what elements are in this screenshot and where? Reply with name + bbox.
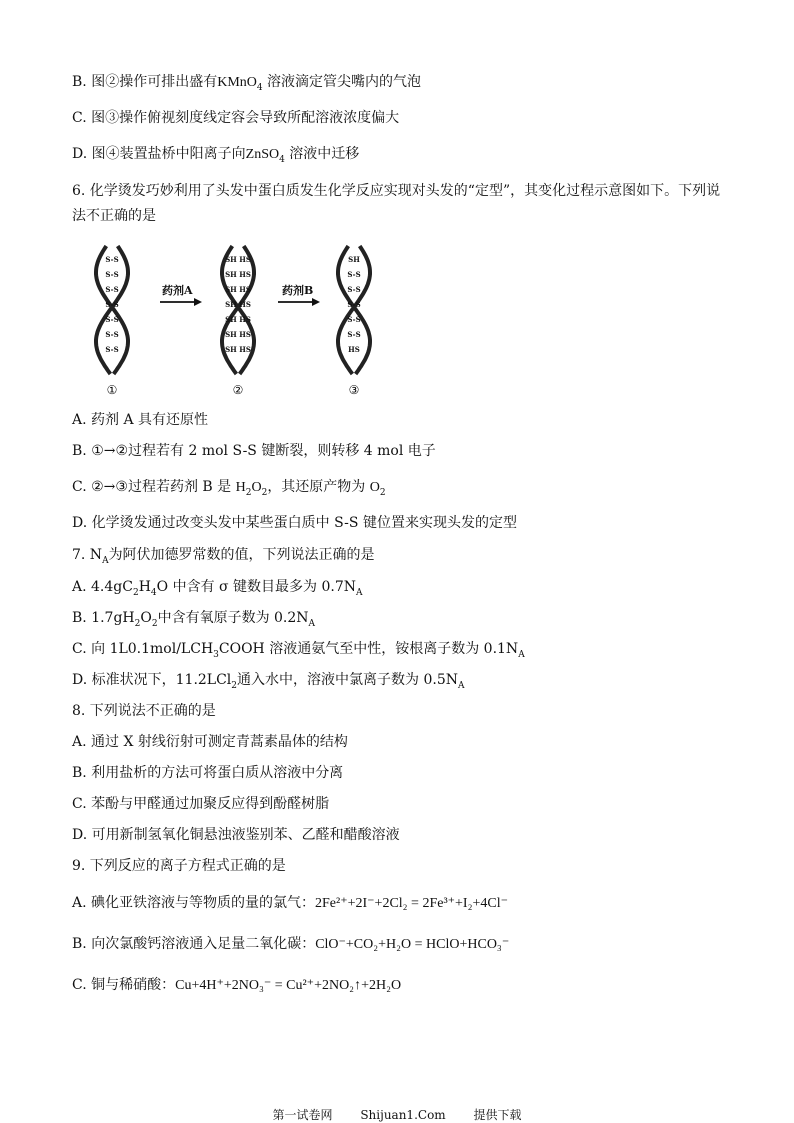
footer-note: 提供下载 <box>473 1108 522 1122</box>
q6-c-h: H <box>235 480 246 495</box>
q8-option-c: C. 苯酚与甲醛通过加聚反应得到酚醛树脂 <box>72 796 330 812</box>
bond-label: S-S <box>105 300 119 309</box>
q8-option-a: A. 通过 X 射线衍射可测定青蒿素晶体的结构 <box>72 734 348 750</box>
q5-d-sub: 4 <box>279 154 285 165</box>
footer-site: 第一试卷网 <box>272 1108 333 1122</box>
q6-c-mid: ，其还原产物为 <box>267 479 370 495</box>
q7-d-post: 通入水中，溶液中氯离子数为 0.5N <box>237 672 458 688</box>
bond-label: SH HS <box>225 270 251 279</box>
bond-label: S-S <box>105 315 119 324</box>
bond-label: S-S <box>347 285 361 294</box>
q6-option-c <box>72 478 386 502</box>
q6-stem-line1: 6. 化学烫发巧妙利用了头发中蛋白质发生化学反应实现对头发的“定型”，其变化过程示意图如下。下列说 <box>72 183 721 199</box>
figure-label-1: ① <box>106 383 118 397</box>
q7-c-post: COOH 溶液通氨气至中性，铵根离子数为 0.1N <box>218 641 519 657</box>
q7-stem-post: 为阿伏加德罗常数的值，下列说法正确的是 <box>108 547 375 563</box>
reagent-b-label: 药剂B <box>282 284 314 297</box>
q7-b-pre: B. 1.7gH <box>72 610 135 626</box>
arrow-a <box>160 283 202 306</box>
q8-option-d: D. 可用新制氢氧化铜悬浊液鉴别苯、乙醛和醋酸溶液 <box>72 827 400 843</box>
bond-label: S-S <box>347 270 361 279</box>
q9-c-pre: C. 铜与稀硝酸： <box>72 977 176 993</box>
q7-c-pre: C. 向 1L0.1mol/LCH <box>72 641 214 657</box>
bond-label: S-S <box>105 345 119 354</box>
q9-a-pre: A. 碘化亚铁溶液与等物质的量的氯气： <box>72 895 316 911</box>
bond-label: SH <box>348 255 360 264</box>
q6-c-pre: C. ②→③过程若药剂 B 是 <box>72 479 236 495</box>
q8-stem: 8. 下列说法不正确的是 <box>72 703 216 719</box>
q5-b-post: 溶液滴定管尖嘴内的气泡 <box>262 74 422 90</box>
q6-c-o: O <box>251 480 262 495</box>
q6-option-b: B. ①→②过程若有 2 mol S-S 键断裂，则转移 4 mol 电子 <box>72 443 436 459</box>
q7-b-post: 中含有氧原子数为 0.2N <box>157 610 309 626</box>
q7-b-s2: 2 <box>151 618 158 629</box>
q9-stem: 9. 下列反应的离子方程式正确的是 <box>72 858 286 874</box>
q7-c-s1: 3 <box>213 649 219 660</box>
q7-a-post: O 中含有 σ 键数目最多为 0.7N <box>156 579 356 595</box>
reagent-a-label: 药剂A <box>162 284 193 297</box>
bond-label: HS <box>348 345 360 354</box>
q7-a-s2: 4 <box>150 587 157 598</box>
q5-b-sub: 4 <box>256 82 263 93</box>
q7-d-s2: A <box>458 680 465 691</box>
bond-label: SH HS <box>225 255 251 264</box>
q7-option-a <box>72 578 363 602</box>
q6-option-d: D. 化学烫发通过改变头发中某些蛋白质中 S-S 键位置来实现头发的定型 <box>72 515 517 531</box>
q8-option-b: B. 利用盐析的方法可将蛋白质从溶液中分离 <box>72 765 344 781</box>
q9-option-a <box>72 894 508 913</box>
q7-stem-pre: 7. N <box>72 547 103 563</box>
bond-label: S-S <box>347 330 361 339</box>
q6-c-s3: 2 <box>379 487 386 498</box>
q7-a-s3: A <box>356 587 363 598</box>
q5-b-formula: KMnO <box>217 75 257 90</box>
figure-label-2: ② <box>232 383 244 397</box>
q7-d-pre: D. 标准状况下，11.2LCl <box>72 672 232 688</box>
arrow-b <box>278 283 320 306</box>
bond-label: S-S <box>347 300 361 309</box>
bond-label: S-S <box>105 285 119 294</box>
q9-option-b <box>72 935 509 954</box>
q7-stem <box>72 546 375 570</box>
hair-protein-diagram <box>72 238 372 400</box>
q6-c-o2: O <box>369 480 380 495</box>
q5-d-post: 溶液中迁移 <box>284 146 360 162</box>
bond-label: S-S <box>105 330 119 339</box>
footer-url[interactable]: Shijuan1.Com <box>360 1108 446 1122</box>
q7-option-c <box>72 640 525 664</box>
bond-label: S-S <box>347 315 361 324</box>
q7-a-pre: A. 4.4gC <box>72 579 133 595</box>
q9-b-equation: ClO⁻+CO₂+H₂O = HClO+HCO₃⁻ <box>315 937 510 952</box>
q9-b-pre: B. 向次氯酸钙溶液通入足量二氧化碳： <box>72 936 316 952</box>
page-footer <box>0 1106 794 1123</box>
q7-b-s1: 2 <box>134 618 141 629</box>
bond-label: SH HS <box>225 300 251 309</box>
q7-b-s3: A <box>308 618 316 629</box>
q7-stem-sub: A <box>102 555 109 566</box>
q6-c-s2: 2 <box>261 487 268 498</box>
q6-c-s1: 2 <box>245 487 252 498</box>
q9-option-c <box>72 976 401 995</box>
bond-label: S-S <box>105 255 119 264</box>
q5-d-text: D. 图④装置盐桥中阳离子向 <box>72 146 246 162</box>
q6-stem-line2: 法不正确的是 <box>72 208 156 224</box>
q7-option-b <box>72 609 315 633</box>
q7-a-s1: 2 <box>132 587 139 598</box>
q5-b-text: B. 图②操作可排出盛有 <box>72 74 218 90</box>
q7-d-s1: 2 <box>231 680 238 691</box>
q7-option-d <box>72 671 465 695</box>
q7-b-m1: O <box>140 610 152 626</box>
q6-option-a: A. 药剂 A 具有还原性 <box>72 412 209 428</box>
bond-label: SH HS <box>225 330 251 339</box>
q7-c-s2: A <box>518 649 525 660</box>
q9-a-equation: 2Fe²⁺+2I⁻+2Cl₂ = 2Fe³⁺+I₂+4Cl⁻ <box>315 896 508 911</box>
q7-a-m1: H <box>138 579 151 595</box>
q9-c-equation: Cu+4H⁺+2NO₃⁻ = Cu²⁺+2NO₂↑+2H₂O <box>175 978 402 993</box>
bond-label: S-S <box>105 270 119 279</box>
q5-d-formula: ZnSO <box>245 147 280 162</box>
bond-label: SH HS <box>225 315 251 324</box>
q5-option-c: C. 图③操作俯视刻度线定容会导致所配溶液浓度偏大 <box>72 110 400 126</box>
q5-option-b <box>72 73 421 97</box>
q5-option-d <box>72 145 359 169</box>
figure-label-3: ③ <box>348 383 360 397</box>
bond-label: SH HS <box>225 345 251 354</box>
bond-label: SH HS <box>225 285 251 294</box>
